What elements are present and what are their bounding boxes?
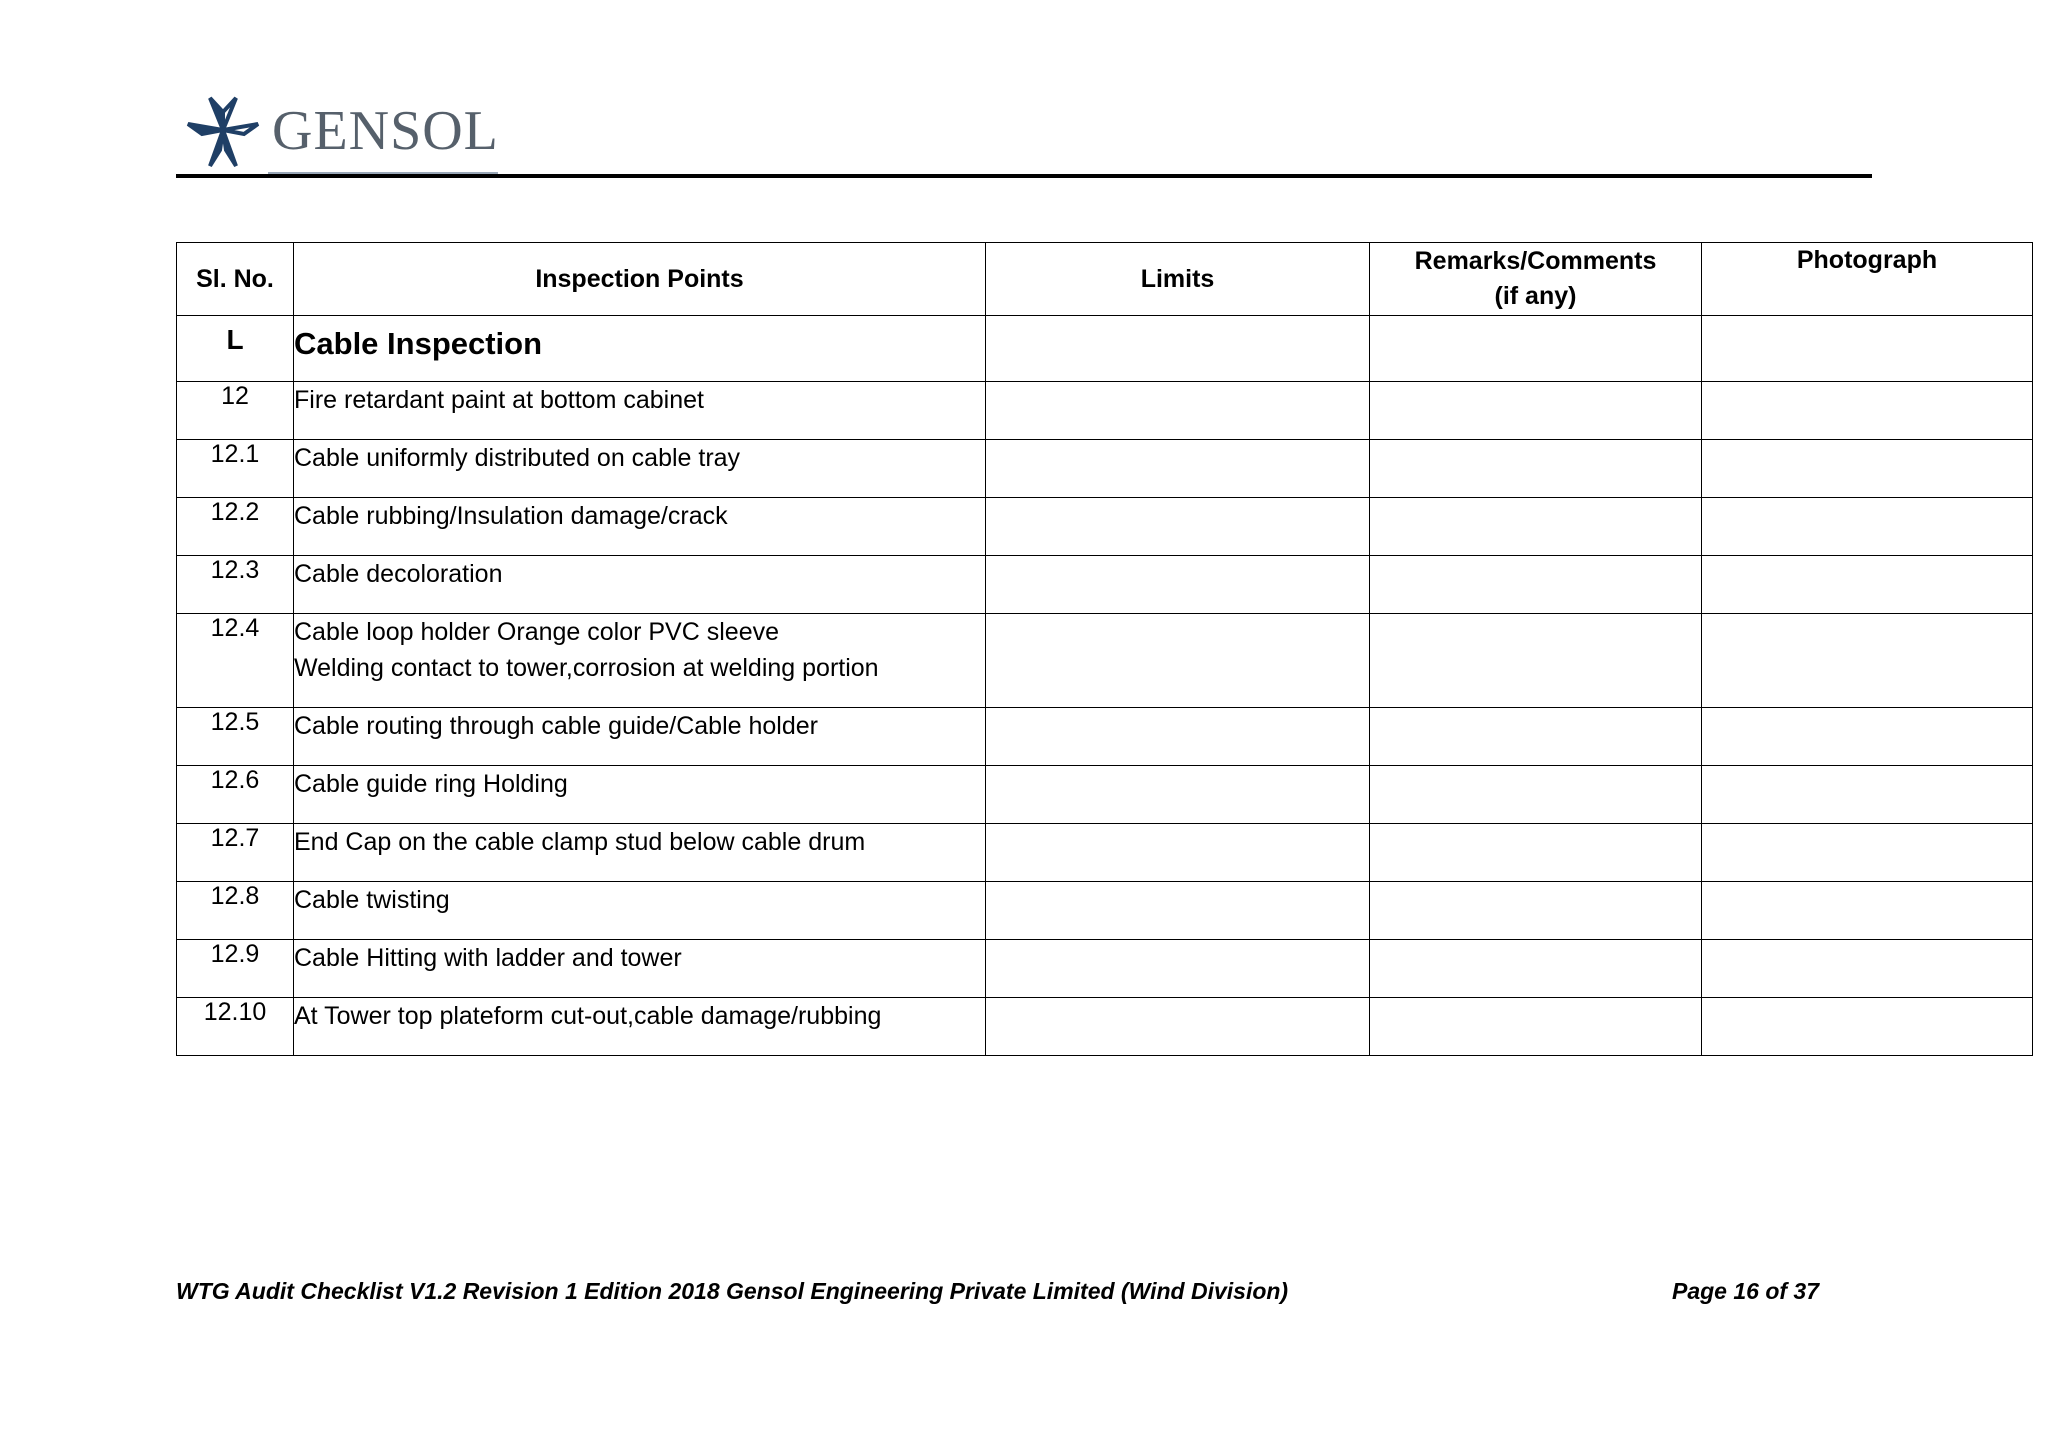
flower-logo-icon [180,90,266,172]
table-row [177,614,2033,708]
limits-cell[interactable] [986,998,1370,1056]
limits-cell[interactable] [986,766,1370,824]
remarks-cell[interactable] [1370,382,1702,440]
limits-cell[interactable] [986,940,1370,998]
footer-page-number: Page 16 of 37 [1672,1278,1820,1304]
row-sl-no: 12.1 [177,440,294,498]
inspection-point-text: Cable twisting [294,886,450,914]
row-sl-no: 12.10 [177,998,294,1056]
limits-cell[interactable] [986,498,1370,556]
row-sl-no: 12.9 [177,940,294,998]
col-header-inspection-points: Inspection Points [294,243,986,316]
inspection-point-text: Cable loop holder Orange color PVC sleeve [294,618,779,646]
limits-cell[interactable] [986,316,1370,382]
table-row [177,382,2033,440]
photograph-cell[interactable] [1702,556,2033,614]
row-inspection-point [294,614,986,708]
table-row [177,940,2033,998]
photograph-cell[interactable] [1702,440,2033,498]
remarks-cell[interactable] [1370,940,1702,998]
photograph-cell[interactable] [1702,614,2033,708]
inspection-point-text: Fire retardant paint at bottom cabinet [294,386,704,414]
row-inspection-point [294,556,986,614]
inspection-point-text: Cable rubbing/Insulation damage/crack [294,502,728,530]
remarks-cell[interactable] [1370,882,1702,940]
remarks-cell[interactable] [1370,440,1702,498]
photograph-cell[interactable] [1702,382,2033,440]
footer-document-title: WTG Audit Checklist V1.2 Revision 1 Edition 2018 Gensol Engineering Private Limited (Wind Division) [176,1278,1289,1304]
inspection-point-text-line2: Welding contact to tower,corrosion at welding portion [294,654,879,683]
table-row [177,498,2033,556]
limits-cell[interactable] [986,440,1370,498]
col-header-remarks-line1: Remarks/Comments [1414,247,1657,275]
photograph-cell[interactable] [1702,708,2033,766]
table-header-row [177,243,2033,316]
photograph-cell[interactable] [1702,940,2033,998]
row-inspection-point [294,440,986,498]
remarks-cell[interactable] [1370,766,1702,824]
remarks-cell[interactable] [1370,708,1702,766]
remarks-cell[interactable] [1370,316,1702,382]
row-sl-no: 12.5 [177,708,294,766]
row-sl-no: 12.3 [177,556,294,614]
photograph-cell[interactable] [1702,498,2033,556]
section-sl: L [177,316,294,382]
row-inspection-point [294,882,986,940]
limits-cell[interactable] [986,382,1370,440]
table-row [177,824,2033,882]
row-sl-no: 12.8 [177,882,294,940]
photograph-cell[interactable] [1702,882,2033,940]
inspection-point-text: End Cap on the cable clamp stud below cable drum [294,828,866,856]
photograph-cell[interactable] [1702,824,2033,882]
col-header-limits: Limits [986,243,1370,316]
row-sl-no: 12.2 [177,498,294,556]
col-header-sl-no: Sl. No. [177,243,294,316]
row-inspection-point [294,498,986,556]
inspection-point-text: Cable guide ring Holding [294,770,568,798]
table-row [177,708,2033,766]
table-row [177,998,2033,1056]
header-rule [176,174,1872,178]
table-row [177,882,2033,940]
row-sl-no: 12.7 [177,824,294,882]
col-header-remarks [1370,243,1702,316]
col-header-remarks-line2: (if any) [1494,282,1577,310]
limits-cell[interactable] [986,708,1370,766]
limits-cell[interactable] [986,556,1370,614]
section-title: Cable Inspection [294,316,986,382]
inspection-point-text: Cable decoloration [294,560,503,588]
remarks-cell[interactable] [1370,614,1702,708]
row-sl-no: 12.4 [177,614,294,708]
table-row [177,556,2033,614]
inspection-point-text: Cable uniformly distributed on cable tray [294,444,741,472]
inspection-point-text: Cable Hitting with ladder and tower [294,944,682,972]
table-row [177,766,2033,824]
logo-wordmark: GENSOL [272,100,499,162]
remarks-cell[interactable] [1370,498,1702,556]
remarks-cell[interactable] [1370,556,1702,614]
photograph-cell[interactable] [1702,766,2033,824]
remarks-cell[interactable] [1370,824,1702,882]
inspection-point-text: Cable routing through cable guide/Cable holder [294,712,818,740]
limits-cell[interactable] [986,882,1370,940]
row-inspection-point [294,708,986,766]
row-sl-no: 12.6 [177,766,294,824]
row-inspection-point [294,940,986,998]
remarks-cell[interactable] [1370,998,1702,1056]
row-inspection-point [294,824,986,882]
row-inspection-point [294,382,986,440]
photograph-cell[interactable] [1702,316,2033,382]
gensol-logo [180,90,499,172]
limits-cell[interactable] [986,614,1370,708]
row-sl-no: 12 [177,382,294,440]
page-header [176,90,1872,180]
col-header-photograph: Photograph [1702,243,2033,316]
inspection-table [176,242,2033,1056]
table-row [177,440,2033,498]
photograph-cell[interactable] [1702,998,2033,1056]
section-row [177,316,2033,382]
inspection-point-text: At Tower top plateform cut-out,cable damage/rubbing [294,1002,882,1030]
row-inspection-point [294,766,986,824]
row-inspection-point [294,998,986,1056]
limits-cell[interactable] [986,824,1370,882]
